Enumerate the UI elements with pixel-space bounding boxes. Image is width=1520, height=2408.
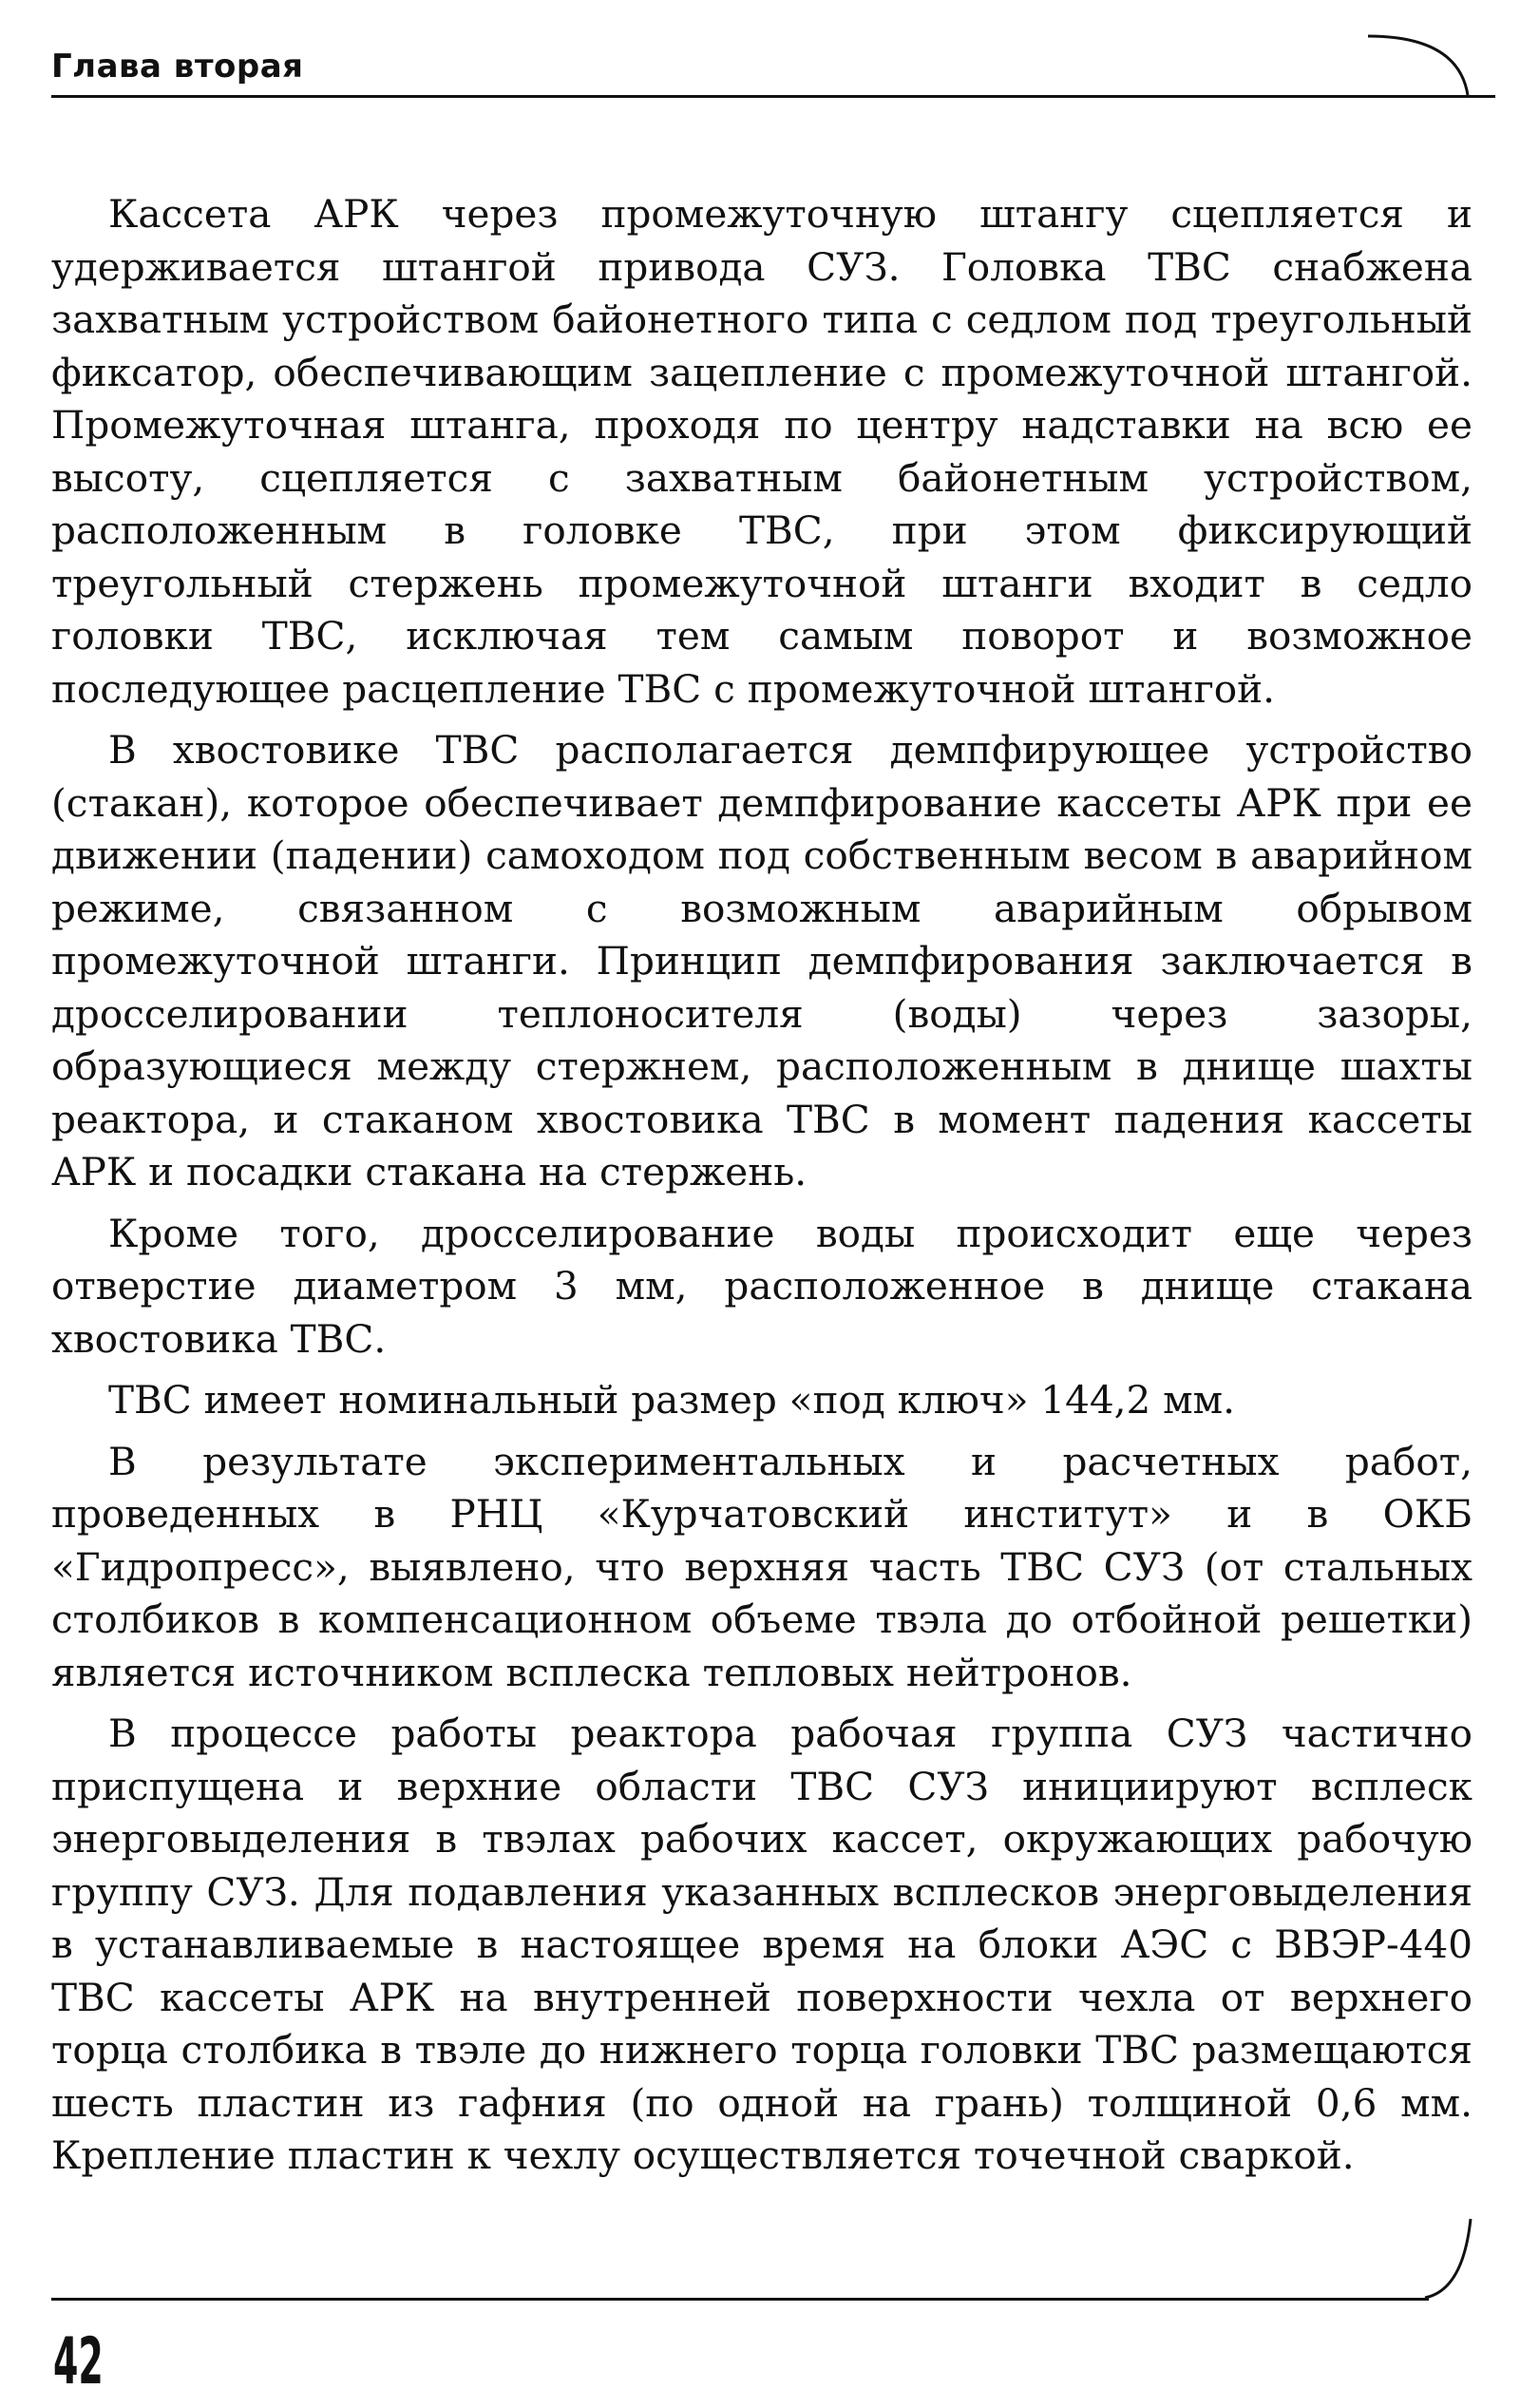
main-text <box>51 188 1472 2191</box>
footer-corner-curve <box>1425 2219 1471 2298</box>
paragraph: Кроме того, дросселирование воды происходит еще через отверстие диаметром 3 мм, расположенное в днище стакана хвостовика ТВС. <box>51 1210 1472 1362</box>
paragraph: В результате экспериментальных и расчетных работ, проведенных в РНЦ «Курчатовский институт» и в ОКБ «Гидропресс», выявлено, что верхняя часть ТВС СУЗ (от стальных столбиков в компенсационном объеме твэла до отбойной решетки) является источником всплеска тепловых нейтронов. <box>51 1438 1472 1695</box>
chapter-title: Глава вторая <box>51 48 304 86</box>
header-corner-curve <box>1368 36 1468 95</box>
header-rule <box>51 95 1495 98</box>
paragraph: В процессе работы реактора рабочая группа СУЗ частично приспущена и верхние области ТВС СУЗ инициируют всплеск энерговыделения в твэлах рабочих кассет, окружающих рабочую группу СУЗ. Для подавления указанных всплесков энерговыделения в устанавливаемые в настоящее время на блоки АЭС с ВВЭР-440 ТВС кассеты АРК на внутренней поверхности чехла от верхнего торца столбика в твэле до нижнего торца головки ТВС размещаются шесть пластин из гафния (по одной на грань) толщиной 0,6 мм. Крепление пластин к чехлу осуществляется точечной сваркой. <box>51 1710 1472 2178</box>
paragraph: ТВС имеет номинальный размер «под ключ» 144,2 мм. <box>108 1377 1236 1423</box>
paragraph: В хвостовике ТВС располагается демпфирующее устройство (стакан), которое обеспечивает демпфирование кассеты АРК при ее движении (падении) самоходом под собственным весом в аварийном режиме, связанном с возможным аварийным обрывом промежуточной штанги. Принцип демпфирования заключается в дросселировании теплоносителя (воды) через зазоры, образующиеся между стержнем, расположенным в днище шахты реактора, и стаканом хвостовика ТВС в момент падения кассеты АРК и посадки стакана на стержень. <box>51 727 1472 1194</box>
footer-rule <box>51 2298 1429 2301</box>
page-number: 42 <box>53 2324 104 2399</box>
paragraph: Кассета АРК через промежуточную штангу сцепляется и удерживается штангой привода СУЗ. Головка ТВС снабжена захватным устройством байонетного типа с седлом под треугольный фиксатор, обеспечивающим зацепление с промежуточной штангой. Промежуточная штанга, проходя по центру надставки на всю ее высоту, сцепляется с захватным байонетным устройством, расположенным в головке ТВС, при этом фиксирующий треугольный стержень промежуточной штанги входит в седло головки ТВС, исключая тем самым поворот и возможное последующее расцепление ТВС с промежуточной штангой. <box>51 191 1472 712</box>
